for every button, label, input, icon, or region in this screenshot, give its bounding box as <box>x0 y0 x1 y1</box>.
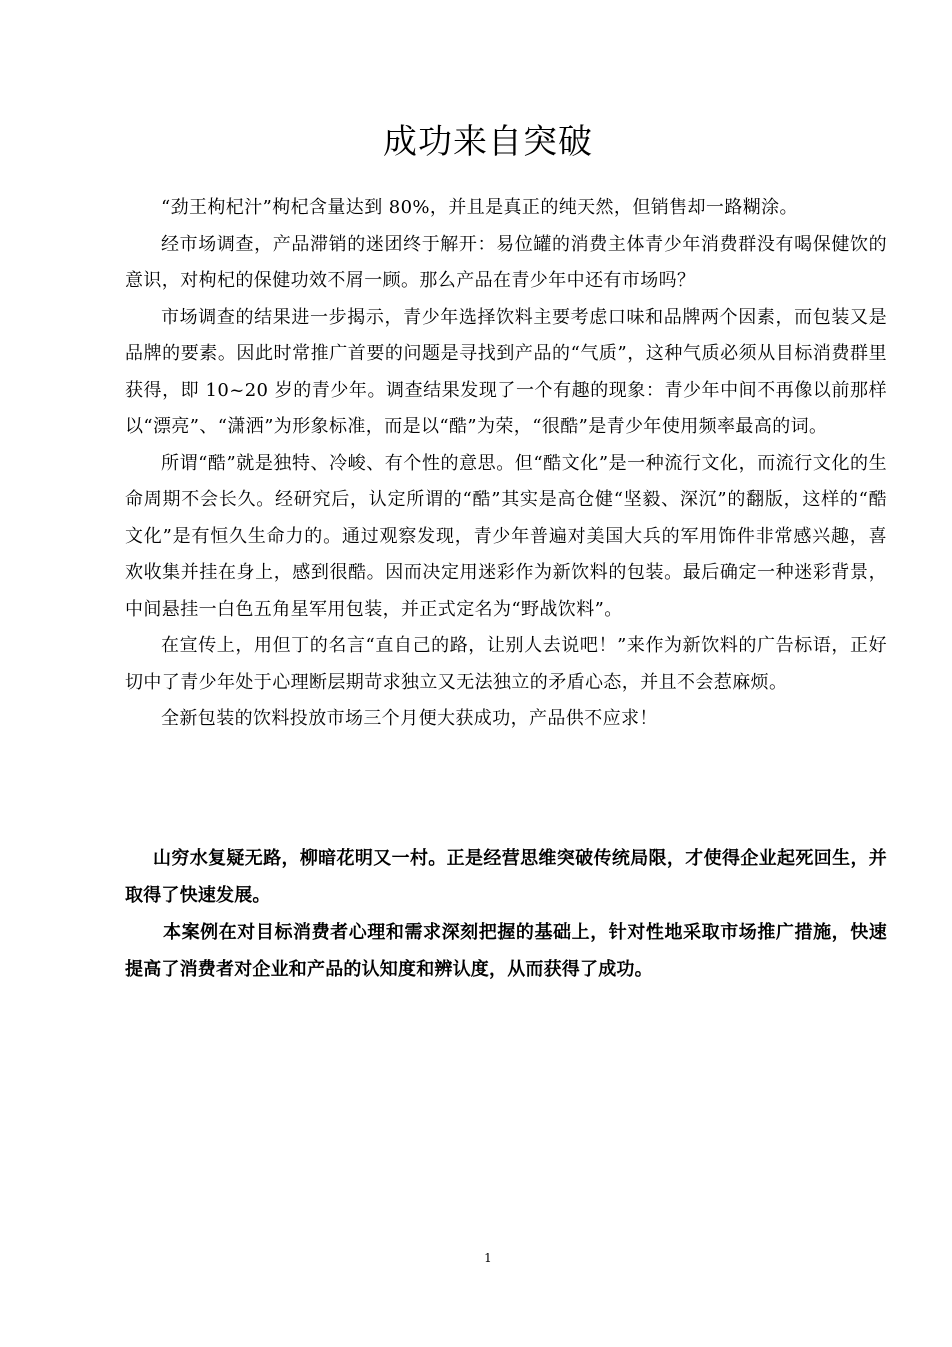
conclusion-paragraph-2: 本案例在对目标消费者心理和需求深刻把握的基础上，针对性地采取市场推广措施，快速提高了消费者对企业和产品的认知度和辨认度，从而获得了成功。 <box>125 922 887 980</box>
paragraph-cool-culture: 所谓“酷”就是独特、冷峻、有个性的意思。但“酷文化”是一种流行文化，而流行文化的生命周期不会长久。经研究后，认定所谓的“酷”其实是高仓健“坚毅、深沉”的翻版，这样的“酷文化”是有恒久生命力的。通过观察发现，青少年普遍对美国大兵的军用饰件非常感兴趣，喜欢收集并挂在身上，感到很酷。因而决定用迷彩作为新饮料的包装。最后确定一种迷彩背景，中间悬挂一白色五角星军用包装，并正式定名为“野战饮料”。 <box>125 452 887 620</box>
paragraph-advertising: 在宣传上，用但丁的名言“直自己的路，让别人去说吧！”来作为新饮料的广告标语，正好切中了青少年处于心理断层期苛求独立又无法独立的矛盾心态，并且不会惹麻烦。 <box>125 635 887 693</box>
document-conclusion <box>125 840 887 988</box>
document-title: 成功来自突破 <box>383 122 593 162</box>
document-body <box>125 190 887 738</box>
paragraph-intro: “劲王枸杞汁”枸杞含量达到 80%，并且是真正的纯天然，但销售却一路糊涂。 <box>161 197 798 218</box>
paragraph-survey-results: 市场调查的结果进一步揭示，青少年选择饮料主要考虑口味和品牌两个因素，而包装又是品牌的要素。因此时常推广首要的问题是寻找到产品的“气质”，这种气质必须从目标消费群里获得，即 10~20 岁的青少年。调查结果发现了一个有趣的现象：青少年中间不再像以前那样以“漂亮”、“潇洒”为形象标准，而是以“酷”为荣，“很酷”是青少年使用频率最高的词。 <box>125 306 887 437</box>
paragraph-result: 全新包装的饮料投放市场三个月便大获成功，产品供不应求！ <box>161 708 658 729</box>
conclusion-paragraph-1: 山穷水复疑无路，柳暗花明又一村。正是经营思维突破传统局限，才使得企业起死回生，并取得了快速发展。 <box>125 848 887 906</box>
paragraph-market-survey: 经市场调查，产品滞销的迷团终于解开：易位罐的消费主体青少年消费群没有喝保健饮的意识，对枸杞的保健功效不屑一顾。那么产品在青少年中还有市场吗？ <box>125 233 887 291</box>
page-number: 1 <box>484 1251 492 1265</box>
